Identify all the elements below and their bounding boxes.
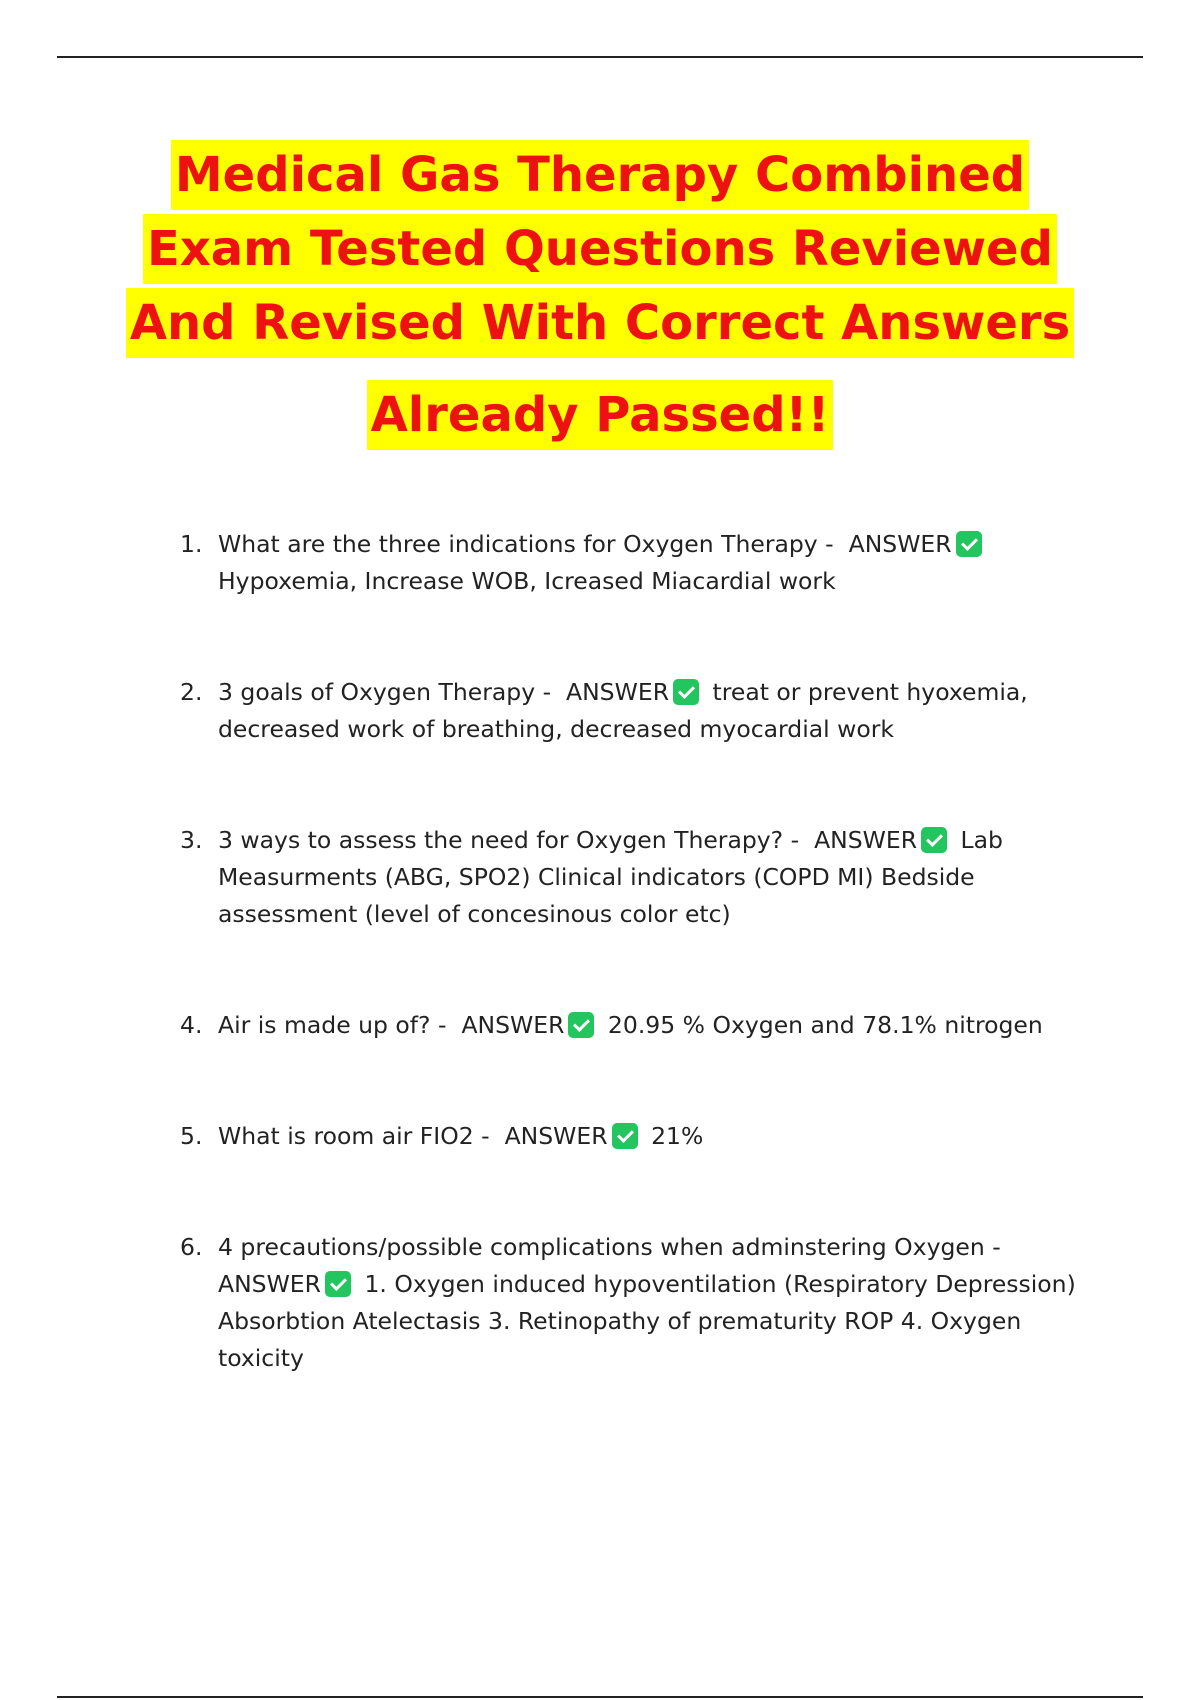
check-mark-icon	[956, 531, 982, 557]
answer-text: Hypoxemia, Increase WOB, Icreased Miacardial work	[218, 567, 836, 595]
answer-label: ANSWER	[218, 1270, 321, 1298]
list-item	[180, 526, 1080, 600]
list-item	[180, 1007, 1080, 1044]
check-mark-icon	[325, 1271, 351, 1297]
answer-text: treat or prevent hyoxemia, decreased work of breathing, decreased myocardial work	[218, 678, 1028, 743]
answer-label: ANSWER	[566, 678, 670, 706]
list-item	[180, 1229, 1080, 1377]
question-text: 3 ways to assess the need for Oxygen Therapy? -	[218, 826, 800, 854]
question-number: 3.	[180, 826, 203, 854]
question-text: What are the three indications for Oxygen Therapy -	[218, 530, 834, 558]
list-item	[180, 1118, 1080, 1155]
answer-label: ANSWER	[461, 1011, 565, 1039]
question-number: 1.	[180, 530, 203, 558]
bottom-divider	[57, 1696, 1143, 1698]
title-line-1: Medical Gas Therapy Combined	[171, 140, 1029, 210]
question-number: 5.	[180, 1122, 203, 1150]
answer-text: 21%	[651, 1122, 704, 1150]
question-number: 4.	[180, 1011, 203, 1039]
top-divider	[57, 56, 1143, 58]
list-item	[180, 674, 1080, 748]
question-text: Air is made up of? -	[218, 1011, 447, 1039]
answer-label: ANSWER	[814, 826, 918, 854]
check-mark-icon	[921, 827, 947, 853]
question-text: 3 goals of Oxygen Therapy -	[218, 678, 552, 706]
answer-label: ANSWER	[848, 530, 952, 558]
question-text: What is room air FIO2 -	[218, 1122, 490, 1150]
title-line-3: And Revised With Correct Answers	[126, 288, 1074, 358]
document-title	[0, 140, 1200, 454]
answer-label: ANSWER	[504, 1122, 608, 1150]
question-text: 4 precautions/possible complications when adminstering Oxygen -	[218, 1233, 1001, 1261]
check-mark-icon	[673, 679, 699, 705]
question-list	[180, 526, 1080, 1377]
answer-text: 20.95 % Oxygen and 78.1% nitrogen	[607, 1011, 1043, 1039]
list-item	[180, 822, 1080, 933]
title-line-4: Already Passed!!	[367, 380, 834, 450]
answer-text: 1. Oxygen induced hypoventilation (Respiratory Depression) Absorbtion Atelectasis 3. Retinopathy of prematurity ROP 4. Oxygen toxicity	[218, 1270, 1076, 1372]
check-mark-icon	[612, 1123, 638, 1149]
question-number: 6.	[180, 1233, 203, 1261]
check-mark-icon	[568, 1012, 594, 1038]
answer-text: Lab Measurments (ABG, SPO2) Clinical indicators (COPD MI) Bedside assessment (level of concesinous color etc)	[218, 826, 1003, 928]
question-number: 2.	[180, 678, 203, 706]
title-line-2: Exam Tested Questions Reviewed	[143, 214, 1057, 284]
